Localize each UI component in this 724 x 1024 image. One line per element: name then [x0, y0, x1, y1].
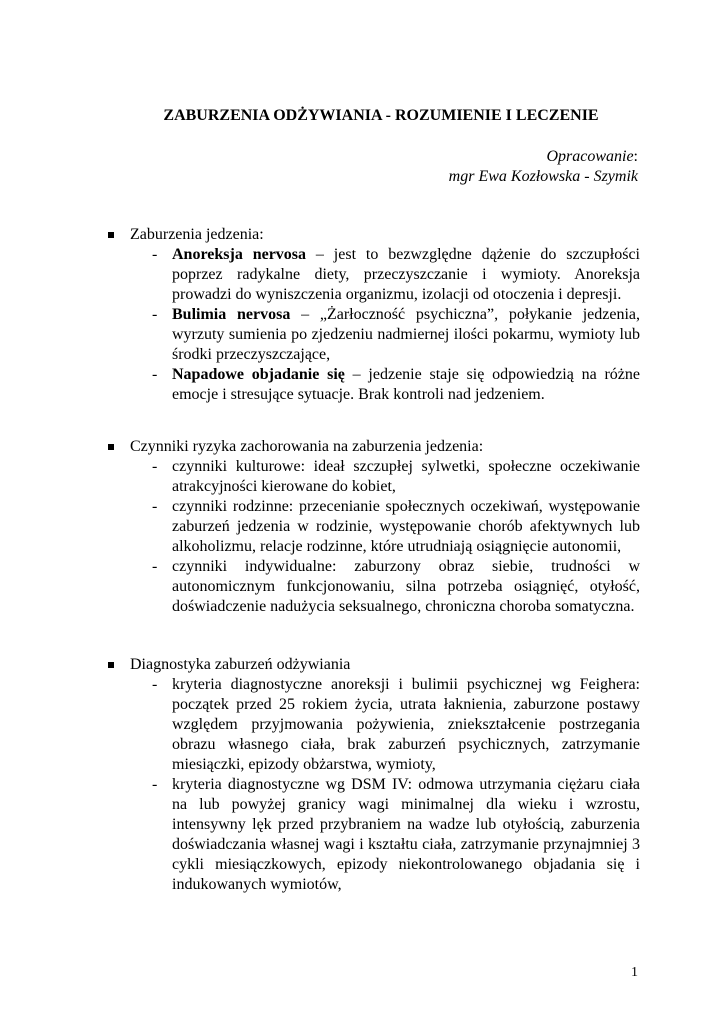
square-bullet-icon: [108, 232, 114, 238]
section-eating-disorders: [108, 225, 640, 405]
list-item: [108, 365, 640, 405]
list-item: [108, 245, 640, 305]
list-item: [108, 457, 640, 497]
dash-bullet: -: [152, 676, 158, 693]
document-title: ZABURZENIA ODŻYWIANIA - ROZUMIENIE I LECZENIE: [163, 107, 599, 124]
section-heading: [108, 655, 640, 675]
item-text: kryteria diagnostyczne anoreksji i bulimii psychicznej wg Feighera: początek przed 25 rokiem życia, utrata łaknienia, zaburzone postawy względem przyjmowania pożywienia, zniekształcenie postrzegania obrazu własnego ciała, brak zaburzeń psychicznych, zatrzymanie miesiączki, epizody obżarstwa, wymioty,: [172, 676, 640, 773]
item-text: czynniki indywidualne: zaburzony obraz siebie, trudności w autonomicznym funkcjonowaniu, silna potrzeba osiągnięć, otyłość, doświadczenie nadużycia seksualnego, chroniczna choroba somatyczna.: [172, 558, 640, 615]
item-term: Napadowe objadanie się: [172, 366, 345, 383]
item-term: Anoreksja nervosa: [172, 246, 307, 263]
dash-bullet: -: [152, 776, 158, 793]
dash-bullet: -: [152, 246, 158, 263]
dash-bullet: -: [152, 558, 158, 575]
author-name: mgr Ewa Kozłowska - Szymik: [448, 168, 638, 185]
list-item: [108, 775, 640, 895]
section-heading: [108, 225, 640, 245]
section-heading: [108, 437, 640, 457]
square-bullet-icon: [108, 662, 114, 668]
list-item: [108, 305, 640, 365]
section-heading-text: Diagnostyka zaburzeń odżywiania: [130, 656, 351, 673]
dash-bullet: -: [152, 458, 158, 475]
item-term: Bulimia nervosa: [172, 306, 291, 323]
list-item: [108, 675, 640, 775]
square-bullet-icon: [108, 444, 114, 450]
item-text: – jedzenie staje się odpowiedzią na różne emocje i stresujące sytuacje. Brak kontroli nad jedzeniem.: [172, 366, 640, 403]
page-number: 1: [631, 965, 638, 980]
dash-bullet: -: [152, 498, 158, 515]
list-item: [108, 497, 640, 557]
dash-bullet: -: [152, 366, 158, 383]
author-label-colon: :: [633, 148, 638, 165]
dash-bullet: -: [152, 306, 158, 323]
list-item: [108, 557, 640, 617]
section-heading-text: Czynniki ryzyka zachorowania na zaburzenia jedzenia:: [130, 438, 484, 455]
section-heading-text: Zaburzenia jedzenia:: [130, 226, 264, 243]
item-text: czynniki rodzinne: przecenianie społecznych oczekiwań, występowanie zaburzeń jedzenia w rodzinie, występowanie chorób afektywnych lub alkoholizmu, relacje rodzinne, które utrudniają osiągnięcie autonomii,: [172, 498, 640, 555]
item-text: czynniki kulturowe: ideał szczupłej sylwetki, społeczne oczekiwanie atrakcyjności kierowane do kobiet,: [172, 458, 640, 495]
author-block: [449, 147, 638, 187]
section-risk-factors: [108, 437, 640, 617]
item-text: – jest to bezwzględne dążenie do szczupłości poprzez radykalne diety, przeczyszczanie i wymioty. Anoreksja prowadzi do wyniszczenia organizmu, izolacji od otoczenia i depresji.: [172, 246, 640, 303]
item-text: kryteria diagnostyczne wg DSM IV: odmowa utrzymania ciężaru ciała na lub powyżej granicy wagi minimalnej dla wieku i wzrostu, intensywny lęk przed przybraniem na wadze lub otyłością, zaburzenia doświadczania własnej wagi i kształtu ciała, zatrzymanie przynajmniej 3 cykli miesiączkowych, epizody niekontrolowanego objadania się i indukowanych wymiotów,: [172, 776, 640, 893]
section-diagnostics: [108, 655, 640, 895]
author-label: Opracowanie: [546, 148, 634, 165]
item-text: – „Żarłoczność psychiczna”, połykanie jedzenia, wyrzuty sumienia po zjedzeniu nadmiernej ilości pokarmu, wymioty lub środki przeczyszczające,: [172, 306, 640, 363]
